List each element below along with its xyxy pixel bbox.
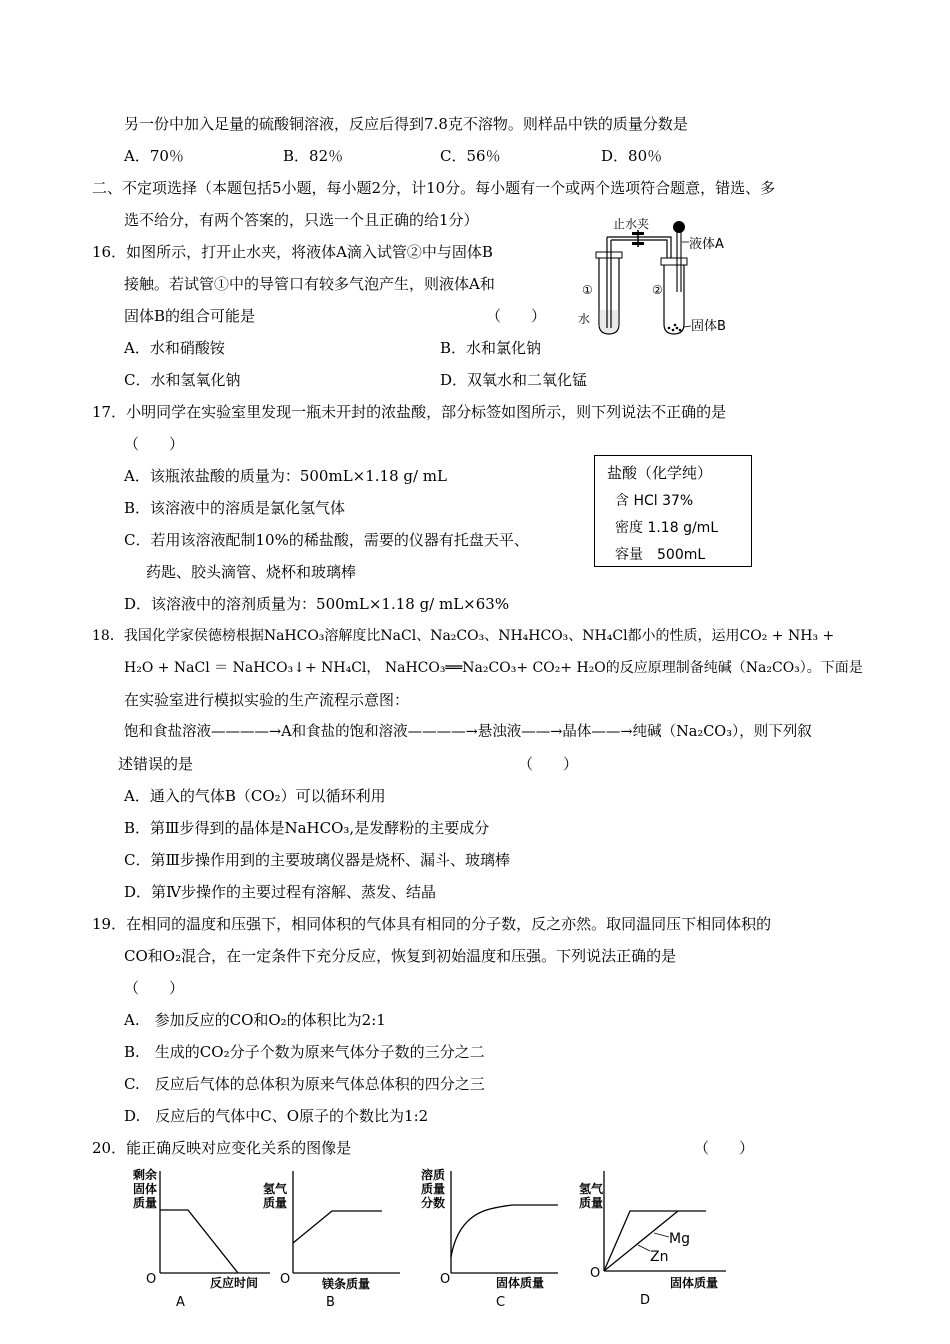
water-label: 水 xyxy=(578,312,591,326)
q16-stem-line3: 固体B的组合可能是 xyxy=(124,307,256,325)
graph-a-xlabel: 反应时间 xyxy=(210,1276,259,1290)
q20-graph-b xyxy=(260,1165,410,1310)
q18-option-b: B．第Ⅲ步得到的晶体是NaHCO₃,是发酵粉的主要成分 xyxy=(124,819,490,837)
graph-d-xlabel: 固体质量 xyxy=(670,1276,719,1290)
q19-option-b: B. 生成的CO₂分子个数为原来气体分子数的三分之二 xyxy=(124,1043,485,1061)
q19-option-a: A. 参加反应的CO和O₂的体积比为2:1 xyxy=(124,1011,386,1029)
label-title: 盐酸（化学纯） xyxy=(607,464,713,482)
q16-option-b: B．水和氯化钠 xyxy=(440,339,542,357)
q17-answer-bracket: （ ） xyxy=(124,435,185,453)
graph-c-origin: O xyxy=(440,1272,451,1287)
q20-graph-c xyxy=(418,1165,568,1310)
q19-option-d: D. 反应后的气体中C、O原子的个数比为1:2 xyxy=(124,1107,429,1125)
q15-option-c: C．56％ xyxy=(440,147,501,165)
graph-a-ylabel-2: 固体 xyxy=(133,1182,158,1196)
graph-c-letter: C xyxy=(496,1295,506,1310)
q18-flow-line2: 述错误的是 xyxy=(118,755,194,773)
graph-a-ylabel-1: 剩余 xyxy=(133,1168,158,1182)
q17-option-c-line2: 药匙、胶头滴管、烧杯和玻璃棒 xyxy=(146,563,357,581)
q15-option-d: D．80％ xyxy=(601,147,663,165)
q18-intro-line1: 18．我国化学家侯德榜根据NaHCO₃溶解度比NaCl、Na₂CO₃、NH₄HCO₃、NH₄Cl都小的性质，运用CO₂ + NH₃ + xyxy=(92,628,835,644)
q17-option-d: D．该溶液中的溶剂质量为：500mL×1.18 g/ mL×63% xyxy=(124,595,510,613)
tube2-label: ② xyxy=(652,283,663,297)
q18-option-d: D．第Ⅳ步操作的主要过程有溶解、蒸发、结晶 xyxy=(124,883,437,901)
q15-option-a: A．70％ xyxy=(124,147,184,165)
q20-graph-a xyxy=(130,1165,280,1310)
graph-b-curve xyxy=(293,1211,382,1243)
q18-answer-bracket: （ ） xyxy=(518,755,579,773)
graph-b-letter: B xyxy=(326,1295,335,1310)
q16-stem-line2: 接触。若试管①中的导管口有较多气泡产生，则液体A和 xyxy=(124,275,495,293)
label-volume: 容量 500mL xyxy=(615,547,706,563)
graph-b-ylabel-2: 质量 xyxy=(263,1196,288,1210)
graph-c-xlabel: 固体质量 xyxy=(496,1276,545,1290)
graph-d-ylabel-2: 质量 xyxy=(579,1196,604,1210)
q16-option-d: D．双氧水和二氧化锰 xyxy=(440,371,588,389)
q16-option-a: A．水和硝酸铵 xyxy=(124,339,225,357)
graph-d-ylabel-1: 氢气 xyxy=(579,1182,604,1196)
q15-option-b: B．82％ xyxy=(283,147,344,165)
clamp-label: 止水夹 xyxy=(613,217,650,231)
q18-option-c: C．第Ⅲ步操作用到的主要玻璃仪器是烧杯、漏斗、玻璃棒 xyxy=(124,851,510,869)
q19-option-c: C. 反应后气体的总体积为原来气体总体积的四分之三 xyxy=(124,1075,485,1093)
graph-a-curve xyxy=(160,1210,238,1273)
graph-c-curve xyxy=(451,1205,558,1257)
graph-c-ylabel-2: 质量 xyxy=(421,1182,446,1196)
q16-apparatus-figure xyxy=(576,212,748,342)
liquid-a-label: 液体A xyxy=(689,237,724,252)
q17-option-c-line1: C．若用该溶液配制10%的稀盐酸，需要的仪器有托盘天平、 xyxy=(124,531,529,549)
q18-intro-line2: H₂O + NaCl ＝ NaHCO₃↓+ NH₄Cl， NaHCO₃══Na₂CO₃+ CO₂+ H₂O的反应原理制备纯碱（Na₂CO₃）。下面是 xyxy=(124,660,863,676)
graph-a-ylabel-3: 质量 xyxy=(133,1196,158,1210)
q16-answer-bracket: （ ） xyxy=(486,307,547,325)
graph-b-origin: O xyxy=(280,1272,291,1287)
tube1-label: ① xyxy=(582,283,593,297)
graph-d-origin: O xyxy=(590,1266,601,1281)
graph-b-ylabel-1: 氢气 xyxy=(263,1182,288,1196)
q17-option-b: B．该溶液中的溶质是氯化氢气体 xyxy=(124,499,346,517)
solid-b-label: 固体B xyxy=(691,319,726,334)
graph-d-series-mg: Mg xyxy=(669,1231,690,1247)
q16-option-c: C．水和氢氧化钠 xyxy=(124,371,241,389)
q19-answer-bracket: （ ） xyxy=(124,979,185,997)
q19-stem-line2: CO和O₂混合，在一定条件下充分反应，恢复到初始温度和压强。下列说法正确的是 xyxy=(124,947,677,965)
q18-flow-line: 饱和食盐溶液————→A和食盐的饱和溶液————→悬浊液——→晶体——→纯碱（Na₂CO₃），则下列叙 xyxy=(124,724,812,740)
graph-d-letter: D xyxy=(640,1293,651,1308)
q15-text: 另一份中加入足量的硫酸铜溶液，反应后得到7.8克不溶物。则样品中铁的质量分数是 xyxy=(124,115,688,133)
graph-d-series-zn: Zn xyxy=(650,1249,669,1265)
q17-option-a: A．该瓶浓盐酸的质量为：500mL×1.18 g/ mL xyxy=(124,467,447,485)
section2-heading-line2: 选不给分，有两个答案的，只选一个且正确的给1分） xyxy=(124,211,479,229)
graph-a-origin: O xyxy=(146,1272,157,1287)
q19-stem-line1: 19．在相同的温度和压强下，相同体积的气体具有相同的分子数，反之亦然。取同温同压下相同体积的 xyxy=(92,915,772,933)
q20-stem: 20．能正确反映对应变化关系的图像是 xyxy=(92,1139,352,1157)
q17-stem: 17．小明同学在实验室里发现一瓶未开封的浓盐酸，部分标签如图所示，则下列说法不正确的是 xyxy=(92,403,727,421)
label-content: 含 HCl 37% xyxy=(615,493,694,509)
hcl-bottle-label xyxy=(594,455,752,567)
graph-b-xlabel: 镁条质量 xyxy=(322,1277,371,1291)
section2-heading-line1: 二、不定项选择（本题包括5小题，每小题2分，计10分。每小题有一个或两个选项符合题意，错选、多 xyxy=(92,179,776,197)
q16-stem-line1: 16．如图所示，打开止水夹，将液体A滴入试管②中与固体B xyxy=(92,243,493,261)
graph-c-ylabel-3: 分数 xyxy=(421,1196,446,1210)
graph-a-letter: A xyxy=(176,1295,185,1310)
q18-option-a: A．通入的气体B（CO₂）可以循环利用 xyxy=(124,787,386,805)
graph-c-ylabel-1: 溶质 xyxy=(421,1168,446,1182)
q18-intro-line3: 在实验室进行模拟实验的生产流程示意图： xyxy=(124,691,410,709)
q20-graph-d xyxy=(576,1165,736,1310)
q20-answer-bracket: （ ） xyxy=(694,1139,755,1157)
label-density: 密度 1.18 g/mL xyxy=(615,520,719,536)
